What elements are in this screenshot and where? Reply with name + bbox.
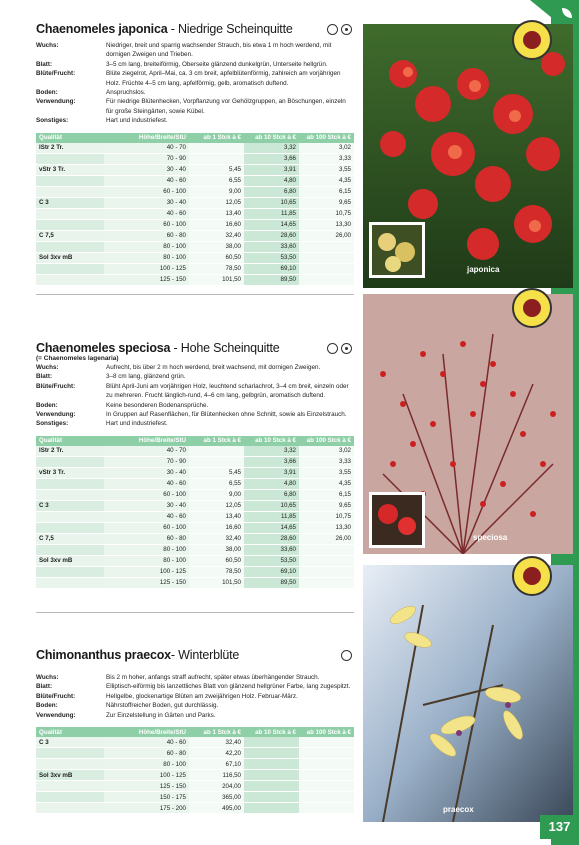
- property-row: Verwendung: In Gruppen auf Rasenflächen, für Blütenhecken ohne Schnitt, sowie als Einzelstrauch.: [36, 411, 347, 419]
- table-row: [36, 219, 354, 230]
- table-cell: [36, 544, 104, 555]
- table-cell: 40 - 60: [104, 737, 189, 748]
- table-row: [36, 446, 354, 457]
- table-row: [36, 555, 354, 566]
- table-row: [36, 759, 354, 770]
- table-cell: 3,91: [244, 467, 299, 478]
- table-cell: 13,40: [189, 208, 244, 219]
- table-cell: 4,35: [299, 478, 354, 489]
- table-cell: 101,50: [189, 577, 244, 588]
- table-cell: 4,35: [299, 175, 354, 186]
- table-cell: 10,75: [299, 511, 354, 522]
- table-cell: 495,00: [189, 803, 244, 814]
- table-cell: 175 - 200: [104, 803, 189, 814]
- table-cell: 3,33: [299, 153, 354, 164]
- table-cell: 12,05: [189, 197, 244, 208]
- table-row: [36, 500, 354, 511]
- table-cell: vStr 3 Tr.: [36, 164, 104, 175]
- table-cell: [36, 489, 104, 500]
- table-cell: 32,40: [189, 230, 244, 241]
- column-header: ab 10 Stck à €: [244, 727, 299, 737]
- table-cell: 16,60: [189, 522, 244, 533]
- table-cell: [299, 555, 354, 566]
- table-cell: C 7,5: [36, 533, 104, 544]
- photo-speciosa: [363, 294, 573, 554]
- product-subtitle: - Niedrige Scheinquitte: [167, 22, 293, 36]
- column-header: Höhe/Breite/StU: [104, 133, 189, 143]
- table-row: [36, 208, 354, 219]
- table-row: [36, 153, 354, 164]
- table-row: [36, 164, 354, 175]
- table-cell: 60 - 80: [104, 230, 189, 241]
- table-cell: 30 - 40: [104, 197, 189, 208]
- table-cell: lStr 2 Tr.: [36, 446, 104, 457]
- table-cell: [244, 781, 299, 792]
- table-cell: [299, 748, 354, 759]
- table-cell: 10,65: [244, 197, 299, 208]
- table-cell: 12,05: [189, 500, 244, 511]
- column-header: ab 1 Stck à €: [189, 133, 244, 143]
- table-row: [36, 252, 354, 263]
- flower-photo: [363, 565, 573, 822]
- table-cell: 60,50: [189, 252, 244, 263]
- table-cell: [244, 759, 299, 770]
- column-header: ab 1 Stck à €: [189, 436, 244, 446]
- table-row: [36, 186, 354, 197]
- table-cell: 100 - 125: [104, 566, 189, 577]
- column-header: Qualität: [36, 133, 104, 143]
- table-cell: C 7,5: [36, 230, 104, 241]
- symbols: [338, 648, 352, 662]
- table-row: [36, 577, 354, 588]
- table-cell: 100 - 125: [104, 770, 189, 781]
- table-row: [36, 175, 354, 186]
- divider: [36, 294, 354, 295]
- table-cell: 89,50: [244, 577, 299, 588]
- table-cell: 28,60: [244, 533, 299, 544]
- photo-caption: japonica: [467, 265, 500, 274]
- table-cell: 78,50: [189, 566, 244, 577]
- table-cell: Sol 3xv mB: [36, 555, 104, 566]
- sun-circle-icon: [341, 650, 352, 661]
- property-row: Boden: Anspruchslos.: [36, 89, 146, 97]
- table-header-row: [36, 133, 354, 143]
- table-cell: 40 - 60: [104, 478, 189, 489]
- table-cell: [36, 153, 104, 164]
- table-cell: 13,30: [299, 522, 354, 533]
- table-cell: 13,40: [189, 511, 244, 522]
- product-title: [36, 22, 354, 36]
- table-cell: 32,40: [189, 533, 244, 544]
- product-name: Chimonanthus praecox: [36, 648, 171, 662]
- synonym: (= Chaenomeles lagenaria): [36, 355, 119, 362]
- table-cell: 3,91: [244, 164, 299, 175]
- price-table: [36, 436, 354, 589]
- table-cell: [36, 219, 104, 230]
- quality-seal-icon: [512, 288, 552, 328]
- table-cell: 6,80: [244, 186, 299, 197]
- property-row: Blüte/Frucht: Blüte ziegelrot, April–Mai, ca. 3 cm breit, apfelblütenförmig, zahlreich am vorjährigen Holz. Früchte 4–5 cm lang, apfelförmig, gelb, aromatisch duftend.: [36, 70, 341, 87]
- column-header: ab 1 Stck à €: [189, 727, 244, 737]
- table-cell: 4,80: [244, 478, 299, 489]
- table-cell: [299, 759, 354, 770]
- table-cell: 30 - 40: [104, 500, 189, 511]
- table-cell: 60 - 100: [104, 219, 189, 230]
- table-cell: Sol 3xv mB: [36, 770, 104, 781]
- table-cell: 10,75: [299, 208, 354, 219]
- table-cell: 5,45: [189, 164, 244, 175]
- table-cell: 28,60: [244, 230, 299, 241]
- table-row: [36, 803, 354, 814]
- table-cell: 69,10: [244, 263, 299, 274]
- table-cell: 38,00: [189, 544, 244, 555]
- table-row: [36, 143, 354, 154]
- table-cell: 125 - 150: [104, 274, 189, 285]
- table-cell: 70 - 90: [104, 153, 189, 164]
- table-cell: 3,32: [244, 446, 299, 457]
- product-chimonanthus-praecox: [36, 648, 354, 814]
- table-cell: Sol 3xv mB: [36, 252, 104, 263]
- column-header: Qualität: [36, 727, 104, 737]
- flower-photo: [363, 294, 573, 554]
- table-header-row: [36, 436, 354, 446]
- table-cell: [244, 748, 299, 759]
- property-list: [36, 673, 354, 720]
- property-row: Blüte/Frucht: Blüht April-Juni am vorjährigen Holz, leuchtend scharlachrot, 3–4 cm breit, einzeln oder zu mehreren. Frucht länglich-rund, 4–6 cm lang, gelbgrün, aromatisch duftend.: [36, 382, 349, 400]
- table-cell: 80 - 100: [104, 555, 189, 566]
- column-header: ab 100 Stck à €: [299, 436, 354, 446]
- product-title: [36, 648, 354, 662]
- table-cell: [36, 522, 104, 533]
- table-row: [36, 478, 354, 489]
- table-cell: C 3: [36, 197, 104, 208]
- table-cell: [299, 252, 354, 263]
- table-cell: [299, 803, 354, 814]
- table-cell: 101,50: [189, 274, 244, 285]
- table-cell: 53,50: [244, 252, 299, 263]
- table-cell: 3,66: [244, 456, 299, 467]
- column-header: Höhe/Breite/StU: [104, 727, 189, 737]
- table-cell: 33,60: [244, 241, 299, 252]
- table-cell: [244, 770, 299, 781]
- table-cell: [36, 781, 104, 792]
- table-cell: [36, 186, 104, 197]
- flower-photo: [363, 24, 573, 288]
- table-cell: [36, 175, 104, 186]
- product-chaenomeles-speciosa: [36, 341, 354, 589]
- table-cell: 150 - 175: [104, 792, 189, 803]
- table-cell: 30 - 40: [104, 467, 189, 478]
- table-cell: 26,00: [299, 230, 354, 241]
- table-cell: [189, 446, 244, 457]
- table-cell: 16,60: [189, 219, 244, 230]
- table-cell: [36, 511, 104, 522]
- table-cell: [36, 274, 104, 285]
- table-cell: [299, 544, 354, 555]
- table-row: [36, 489, 354, 500]
- table-cell: 9,65: [299, 197, 354, 208]
- table-cell: 26,00: [299, 533, 354, 544]
- table-cell: C 3: [36, 500, 104, 511]
- table-row: [36, 544, 354, 555]
- table-cell: 80 - 100: [104, 544, 189, 555]
- column-header: Qualität: [36, 436, 104, 446]
- table-cell: 116,50: [189, 770, 244, 781]
- table-cell: 125 - 150: [104, 781, 189, 792]
- property-row: Blatt: 3–8 cm lang, glänzend grün.: [36, 373, 186, 381]
- table-cell: 9,65: [299, 500, 354, 511]
- property-row: Wuchs: Aufrecht, bis über 2 m hoch werdend, breit wachsend, mit dornigen Zweigen.: [36, 364, 321, 371]
- photo-praecox: [363, 565, 573, 822]
- property-row: Blüte/Frucht: Hellgelbe, glockenartige Blüten am zweijährigen Holz. Februar-März.: [36, 692, 298, 700]
- table-cell: 38,00: [189, 241, 244, 252]
- price-table: [36, 727, 354, 814]
- table-row: [36, 263, 354, 274]
- table-cell: 3,32: [244, 143, 299, 154]
- property-row: Sonstiges: Hart und industriefest.: [36, 420, 168, 428]
- table-cell: 60 - 100: [104, 522, 189, 533]
- table-cell: 40 - 60: [104, 175, 189, 186]
- table-cell: 40 - 70: [104, 143, 189, 154]
- table-cell: 11,85: [244, 208, 299, 219]
- table-cell: [299, 792, 354, 803]
- table-cell: 80 - 100: [104, 252, 189, 263]
- symbols: [324, 22, 352, 36]
- table-cell: 80 - 100: [104, 759, 189, 770]
- table-cell: 69,10: [244, 566, 299, 577]
- table-cell: 80 - 100: [104, 241, 189, 252]
- property-row: Wuchs: Niedriger, breit und sparrig wachsender Strauch, bis etwa 1 m hoch werdend, mit dornigen Zweigen und Trieben.: [36, 42, 332, 59]
- table-cell: 67,10: [189, 759, 244, 770]
- table-cell: 60 - 100: [104, 489, 189, 500]
- product-name: Chaenomeles japonica: [36, 22, 168, 36]
- table-cell: 5,45: [189, 467, 244, 478]
- product-subtitle: - Winterblüte: [170, 648, 240, 662]
- quality-seal-icon: [512, 20, 552, 60]
- property-row: Boden: Nährstoffreicher Boden, gut durchlässig.: [36, 702, 219, 710]
- table-row: [36, 737, 354, 748]
- table-cell: 9,00: [189, 186, 244, 197]
- product-chaenomeles-japonica: [36, 22, 354, 286]
- table-cell: [189, 456, 244, 467]
- table-cell: [244, 792, 299, 803]
- property-row: Verwendung: Zur Einzelstellung in Gärten und Parks.: [36, 711, 216, 719]
- half-shade-icon: [341, 24, 352, 35]
- property-row: Blatt: 3–5 cm lang, breiteiförmig, Oberseite glänzend dunkelgrün, Unterseite hellgrün.: [36, 60, 328, 68]
- table-row: [36, 522, 354, 533]
- table-cell: 40 - 60: [104, 208, 189, 219]
- table-cell: 100 - 125: [104, 263, 189, 274]
- table-cell: [36, 566, 104, 577]
- property-row: Sonstiges: Hart und industriefest.: [36, 117, 168, 125]
- property-row: Wuchs: Bis 2 m hoher, anfangs straff aufrecht, später etwas überhängender Strauch.: [36, 674, 320, 681]
- table-row: [36, 197, 354, 208]
- property-list: [36, 41, 354, 126]
- table-cell: 6,80: [244, 489, 299, 500]
- table-cell: [36, 803, 104, 814]
- table-cell: 3,02: [299, 446, 354, 457]
- table-cell: [299, 241, 354, 252]
- property-row: Boden: Keine besonderen Bodenansprüche.: [36, 401, 209, 409]
- column-header: ab 10 Stck à €: [244, 436, 299, 446]
- table-cell: [299, 781, 354, 792]
- table-cell: 6,55: [189, 175, 244, 186]
- quality-seal-icon: [512, 556, 552, 596]
- table-cell: 11,85: [244, 511, 299, 522]
- property-list: [36, 363, 354, 429]
- table-cell: [36, 759, 104, 770]
- page-number: 137: [540, 815, 579, 839]
- table-cell: vStr 3 Tr.: [36, 467, 104, 478]
- table-cell: [36, 748, 104, 759]
- table-cell: 30 - 40: [104, 164, 189, 175]
- table-header-row: [36, 727, 354, 737]
- column-header: ab 100 Stck à €: [299, 727, 354, 737]
- price-table: [36, 133, 354, 286]
- table-cell: [36, 456, 104, 467]
- table-cell: [299, 274, 354, 285]
- table-cell: 42,20: [189, 748, 244, 759]
- table-cell: 3,66: [244, 153, 299, 164]
- table-cell: 60 - 80: [104, 533, 189, 544]
- table-cell: 9,00: [189, 489, 244, 500]
- property-row: Blatt: Elliptisch-eiförmig bis lanzettliches Blatt von glänzend hellgrüner Farbe, lang zugespitzt.: [36, 683, 351, 691]
- table-cell: 32,40: [189, 737, 244, 748]
- table-row: [36, 770, 354, 781]
- table-cell: [36, 263, 104, 274]
- column-header: Höhe/Breite/StU: [104, 436, 189, 446]
- table-cell: 14,65: [244, 522, 299, 533]
- sun-circle-icon: [327, 343, 338, 354]
- table-row: [36, 511, 354, 522]
- table-cell: [189, 153, 244, 164]
- product-name: Chaenomeles speciosa: [36, 341, 171, 355]
- table-cell: [299, 566, 354, 577]
- half-shade-icon: [341, 343, 352, 354]
- table-cell: 6,55: [189, 478, 244, 489]
- table-cell: 4,80: [244, 175, 299, 186]
- product-title: [36, 341, 354, 355]
- sun-circle-icon: [327, 24, 338, 35]
- table-cell: [244, 737, 299, 748]
- table-row: [36, 467, 354, 478]
- symbols: [324, 341, 352, 355]
- table-cell: 10,65: [244, 500, 299, 511]
- table-cell: 60,50: [189, 555, 244, 566]
- table-cell: [36, 208, 104, 219]
- table-cell: 3,55: [299, 164, 354, 175]
- photo-japonica: [363, 24, 573, 288]
- table-cell: [36, 478, 104, 489]
- table-cell: 70 - 90: [104, 456, 189, 467]
- table-row: [36, 241, 354, 252]
- table-row: [36, 781, 354, 792]
- table-cell: 33,60: [244, 544, 299, 555]
- table-cell: 204,00: [189, 781, 244, 792]
- table-row: [36, 274, 354, 285]
- product-subtitle: - Hohe Scheinquitte: [170, 341, 280, 355]
- table-cell: [36, 577, 104, 588]
- table-cell: 3,55: [299, 467, 354, 478]
- table-cell: 78,50: [189, 263, 244, 274]
- table-row: [36, 748, 354, 759]
- table-row: [36, 566, 354, 577]
- table-cell: 89,50: [244, 274, 299, 285]
- table-cell: 3,33: [299, 456, 354, 467]
- table-cell: 13,30: [299, 219, 354, 230]
- divider: [36, 612, 354, 613]
- table-cell: 365,00: [189, 792, 244, 803]
- table-cell: 60 - 100: [104, 186, 189, 197]
- photo-caption: praecox: [443, 805, 474, 814]
- table-row: [36, 533, 354, 544]
- table-cell: [36, 241, 104, 252]
- table-cell: 60 - 80: [104, 748, 189, 759]
- table-cell: [299, 577, 354, 588]
- property-row: Verwendung: Für niedrige Blütenhecken, Vorpflanzung vor Gehölzgruppen, an Böschungen, einzeln für große Steingärten, sowie Kübel.: [36, 98, 346, 115]
- table-row: [36, 456, 354, 467]
- table-cell: 14,65: [244, 219, 299, 230]
- table-cell: 6,15: [299, 186, 354, 197]
- table-cell: [299, 737, 354, 748]
- table-cell: 53,50: [244, 555, 299, 566]
- table-cell: 3,02: [299, 143, 354, 154]
- table-cell: C 3: [36, 737, 104, 748]
- photo-caption: speciosa: [473, 533, 508, 542]
- table-cell: 40 - 60: [104, 511, 189, 522]
- table-cell: 6,15: [299, 489, 354, 500]
- table-cell: [189, 143, 244, 154]
- table-row: [36, 230, 354, 241]
- table-row: [36, 792, 354, 803]
- column-header: ab 10 Stck à €: [244, 133, 299, 143]
- table-cell: [36, 792, 104, 803]
- table-cell: lStr 2 Tr.: [36, 143, 104, 154]
- table-cell: 125 - 150: [104, 577, 189, 588]
- table-cell: [244, 803, 299, 814]
- table-cell: 40 - 70: [104, 446, 189, 457]
- table-cell: [299, 263, 354, 274]
- column-header: ab 100 Stck à €: [299, 133, 354, 143]
- table-cell: [299, 770, 354, 781]
